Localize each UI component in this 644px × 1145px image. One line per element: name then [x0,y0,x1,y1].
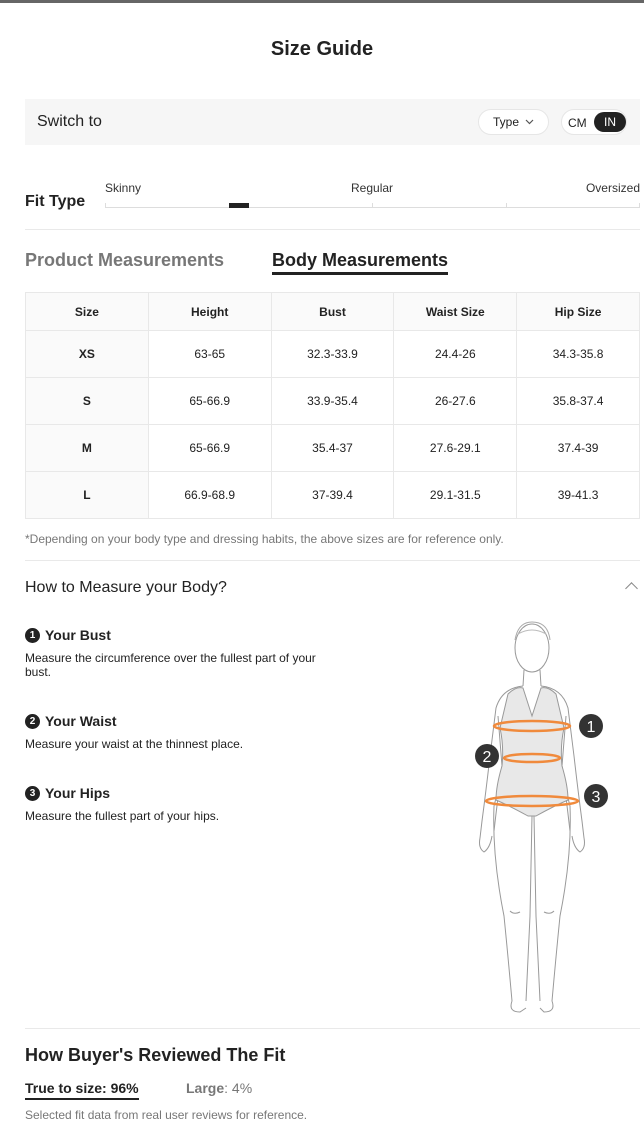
column-header: Hip Size [517,293,640,331]
switch-bar [25,99,640,145]
fit-regular-label: Regular [351,181,394,195]
size-footnote: *Depending on your body type and dressing habits, the above sizes are for reference only. [25,532,504,546]
divider [25,1028,640,1029]
table-row [26,378,640,425]
type-dropdown[interactable] [478,109,549,135]
table-cell: 37.4-39 [517,425,640,472]
fit-skinny-label: Skinny [105,181,142,195]
tab-body-measurements[interactable]: Body Measurements [272,250,449,270]
switch-label: Switch to [37,113,102,130]
table-cell: 34.3-35.8 [517,331,640,378]
step-description: Measure your waist at the thinnest place. [25,737,244,751]
figure-label-bust: 1 [586,719,596,736]
review-note: Selected fit data from real user reviews for reference. [25,1108,308,1122]
fit-scale-marker [229,203,249,208]
fit-scale-tick [372,203,373,208]
table-cell: 63-65 [148,331,271,378]
table-cell: 32.3-33.9 [271,331,394,378]
table-cell: 35.8-37.4 [517,378,640,425]
figure-label-hips: 3 [591,789,601,806]
table-cell: M [26,425,149,472]
active-review-underline [25,1098,139,1100]
active-tab-underline [272,272,448,275]
divider [25,229,640,230]
column-header: Height [148,293,271,331]
measure-section-title[interactable]: How to Measure your Body? [25,579,227,596]
step-description: Measure the fullest part of your hips. [25,809,220,823]
measure-step-bust [25,627,325,679]
table-cell: 66.9-68.9 [148,472,271,519]
page-title: Size Guide [270,38,374,60]
divider [25,560,640,561]
step-title: Your Bust [45,627,111,643]
fit-scale-tick [506,203,507,208]
chevron-down-icon [525,119,534,125]
table-cell: 65-66.9 [148,425,271,472]
figure-label-waist: 2 [482,749,492,766]
table-cell: 35.4-37 [271,425,394,472]
fit-scale-tick [105,203,106,208]
table-cell: S [26,378,149,425]
table-cell: 33.9-35.4 [271,378,394,425]
table-row [26,472,640,519]
column-header: Waist Size [394,293,517,331]
step-title: Your Hips [45,785,111,801]
table-cell: 24.4-26 [394,331,517,378]
review-large-value: : 4% [224,1080,253,1096]
table-cell: 29.1-31.5 [394,472,517,519]
column-header: Bust [271,293,394,331]
unit-in-option[interactable]: IN [594,112,626,132]
column-header: Size [26,293,149,331]
table-row [26,425,640,472]
table-cell: 27.6-29.1 [394,425,517,472]
unit-toggle[interactable] [561,109,627,135]
step-number-badge: 2 [25,714,40,729]
table-cell: 39-41.3 [517,472,640,519]
review-section-title: How Buyer's Reviewed The Fit [25,1045,286,1065]
table-cell: 26-27.6 [394,378,517,425]
table-cell: XS [26,331,149,378]
body-figure-illustration [468,616,618,1016]
step-number-badge: 1 [25,628,40,643]
size-table [25,292,640,519]
fit-scale-tick [639,203,640,208]
table-cell: 37-39.4 [271,472,394,519]
type-dropdown-label: Type [492,115,519,129]
unit-cm-option[interactable]: CM [568,116,587,130]
chevron-up-icon[interactable] [625,582,638,595]
step-number-badge: 3 [25,786,40,801]
tab-product-measurements[interactable]: Product Measurements [25,250,225,270]
table-cell: L [26,472,149,519]
top-border [0,0,644,3]
step-description: Measure the circumference over the fullest part of your bust. [25,651,316,679]
measure-step-hips [25,785,325,823]
measure-step-waist [25,713,325,751]
fit-type-label: Fit Type [25,193,86,210]
table-row [26,331,640,378]
review-large-label: Large [186,1080,225,1096]
table-cell: 65-66.9 [148,378,271,425]
review-true-to-size-tab[interactable]: True to size: 96% [25,1080,139,1096]
fit-oversized-label: Oversized [585,181,640,195]
step-title: Your Waist [45,713,117,729]
table-header-row [26,293,640,331]
review-large-tab[interactable] [186,1080,252,1096]
